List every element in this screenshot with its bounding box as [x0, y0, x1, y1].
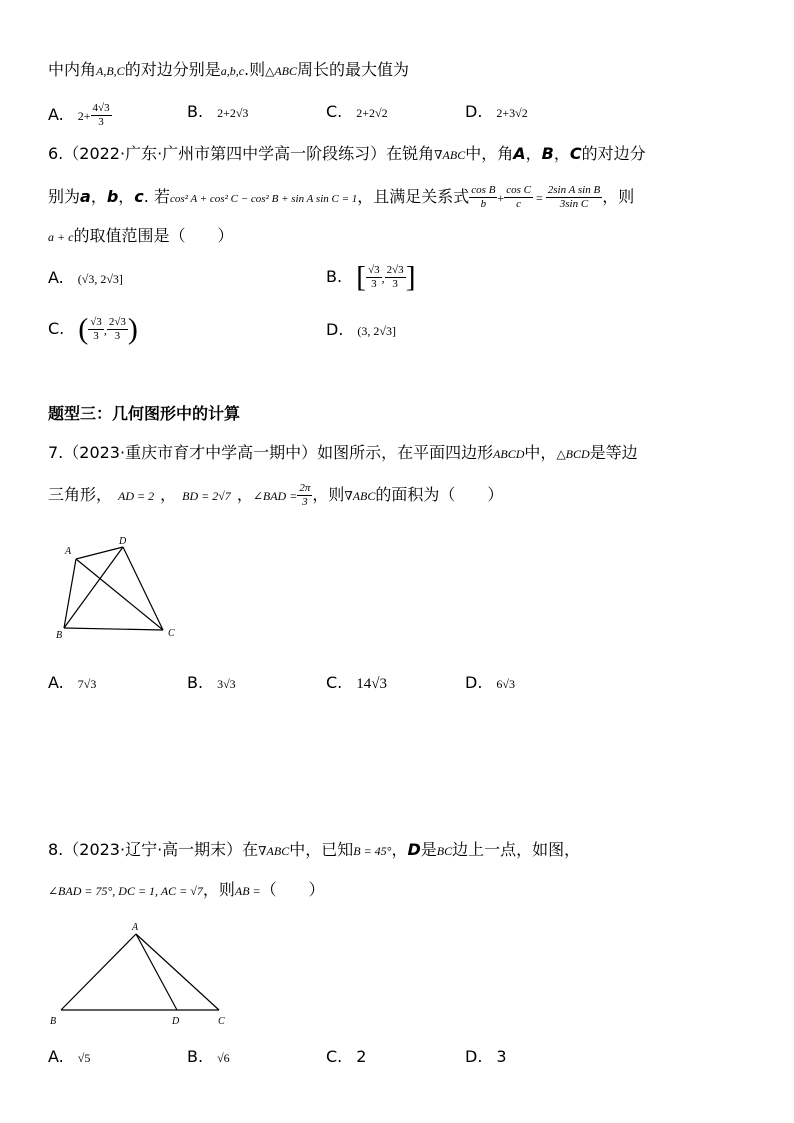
- p6-option-d: [326, 320, 396, 341]
- vertex-c-label: C: [218, 1016, 225, 1027]
- option-value: 6√3: [496, 677, 515, 691]
- p5-text-d: 周长的最大值为: [297, 60, 410, 79]
- section-title: 题型三：几何图形中的计算: [48, 404, 241, 423]
- p5-sides: a,b,c: [220, 64, 245, 78]
- p6-triangle: ∇ABC: [434, 148, 466, 162]
- p8-figure: [44, 920, 244, 1030]
- p7-line2: [48, 480, 503, 511]
- p5-option-c: [326, 102, 388, 123]
- p7-text: 是等边: [589, 443, 638, 462]
- p8-line2: [48, 880, 325, 901]
- frac-num: 2√3: [108, 316, 126, 328]
- frac-num: cos C: [506, 184, 531, 196]
- p7-option-c: [326, 673, 387, 694]
- p6-text: ，则: [602, 187, 635, 206]
- p5-option-b: [187, 102, 248, 123]
- p6-var-a: A: [513, 144, 526, 163]
- p7-option-b: [187, 673, 236, 694]
- right-paren: ): [127, 312, 138, 346]
- option-value: 3: [496, 1047, 507, 1066]
- frac-num: 2π: [299, 482, 311, 494]
- p6-source: （2022·广东·广州市第四中学高一阶段练习）在锐角: [63, 144, 435, 163]
- p8-angle-b: B = 45°: [353, 844, 392, 858]
- edge-cb: [64, 628, 163, 630]
- p6-text: 的取值范围是（ ）: [73, 226, 234, 245]
- frac-num: √3: [368, 264, 380, 276]
- frac-den: 3: [392, 278, 398, 290]
- p7-triangle: △BCD: [556, 447, 590, 461]
- p7-text: 的面积为（ ）: [375, 485, 504, 504]
- option-label: A.: [48, 105, 64, 124]
- p8-option-a: [48, 1047, 90, 1068]
- p6-var-b: B: [541, 144, 554, 163]
- edge-ac: [136, 934, 219, 1010]
- p8-number: 8.: [48, 840, 64, 859]
- left-paren: (: [78, 312, 89, 346]
- option-value: 14√3: [356, 676, 387, 692]
- p7-figure: [48, 532, 188, 642]
- option-label: B.: [187, 1047, 204, 1066]
- p6-option-b: [326, 260, 416, 295]
- option-value: 7√3: [77, 677, 97, 691]
- p7-ad: AD = 2: [118, 489, 155, 503]
- option-label: C.: [326, 1047, 343, 1066]
- p7-text: ，则: [312, 485, 345, 504]
- p5-text-c: .则: [244, 60, 266, 79]
- option-label: D.: [465, 102, 483, 121]
- frac-den: b: [480, 198, 487, 210]
- comma: ,: [381, 271, 385, 285]
- option-value: √6: [217, 1051, 230, 1065]
- option-value: 3√3: [217, 677, 236, 691]
- p8-text: ，: [391, 840, 408, 859]
- edge-dc: [123, 547, 163, 630]
- p5-option-a: [48, 102, 112, 129]
- p6-var-a-lower: a: [80, 187, 91, 206]
- frac-num: √3: [90, 316, 102, 328]
- option-label: B.: [187, 673, 204, 692]
- edge-ba: [64, 559, 76, 628]
- frac-den: 3: [93, 330, 99, 342]
- p8-text: （ ）: [260, 880, 325, 899]
- p7-text: （2023·重庆市育才中学高一期中）如图所示，在平面四边形: [63, 443, 494, 462]
- p6-line1: [48, 144, 646, 165]
- option-value: 2: [356, 1047, 367, 1066]
- vertex-a-label: A: [65, 546, 72, 557]
- p7-text: ，: [160, 485, 177, 504]
- option-label: D.: [465, 673, 483, 692]
- left-bracket: [: [356, 260, 367, 294]
- p7-number: 7.: [48, 443, 64, 462]
- p5-option-d: [465, 102, 528, 123]
- p6-text: 别为: [48, 187, 81, 206]
- option-value: (3, 2√3]: [357, 324, 396, 338]
- frac-den: 3: [371, 278, 377, 290]
- p7-text: 中，: [524, 443, 557, 462]
- frac-den: c: [516, 198, 522, 210]
- frac-den: 3: [114, 330, 121, 342]
- p8-line1: [48, 840, 580, 861]
- p6-comma: ，: [553, 144, 570, 163]
- p8-text: ，则: [202, 880, 235, 899]
- frac-den: 3: [98, 116, 104, 128]
- vertex-b-label: B: [56, 630, 63, 641]
- vertex-c-label: C: [168, 628, 175, 639]
- option-value: 2+2√3: [217, 106, 249, 120]
- p5-text-a: 中内角: [48, 60, 97, 79]
- p6-var-c-lower: c: [134, 187, 144, 206]
- p8-conditions: ∠BAD = 75°, DC = 1, AC = √7: [48, 884, 203, 898]
- p6-comma: ，: [118, 187, 135, 206]
- p8-option-b: [187, 1047, 230, 1068]
- p6-expression: a + c: [48, 230, 74, 244]
- option-label: C.: [326, 102, 343, 121]
- vertex-d-label: D: [172, 1016, 180, 1027]
- p7-text: 三角形，: [48, 485, 113, 504]
- p8-var-d: D: [407, 840, 421, 859]
- p6-option-c: [48, 312, 138, 347]
- p8-side-bc: BC: [436, 844, 453, 858]
- p7-option-a: [48, 673, 96, 694]
- p6-comma: ，: [90, 187, 107, 206]
- p6-line2: [48, 182, 634, 214]
- p7-line1: [48, 443, 638, 464]
- p6-text: ，且满足关系式: [357, 187, 470, 206]
- p8-ab: AB =: [234, 884, 261, 898]
- p6-option-a: [48, 268, 123, 289]
- diagonal-bd: [64, 547, 123, 628]
- p8-text: 是: [420, 840, 437, 859]
- p5-stem: [48, 60, 409, 81]
- segment-ad: [136, 934, 177, 1010]
- p6-comma: ，: [525, 144, 542, 163]
- frac-num: 4√3: [92, 102, 110, 114]
- p7-quadrilateral: ABCD: [493, 447, 525, 461]
- vertex-b-label: B: [50, 1016, 57, 1027]
- p6-text: . 若: [143, 187, 170, 206]
- option-value: (√3, 2√3]: [77, 272, 123, 286]
- p8-text: （2023·辽宁·高一期末）在: [63, 840, 259, 859]
- comma: ,: [103, 323, 107, 337]
- p6-text: 中，角: [465, 144, 514, 163]
- option-label: C.: [326, 673, 343, 692]
- p6-number: 6.: [48, 144, 64, 163]
- equals-sign: =: [535, 191, 543, 205]
- p8-option-d: [465, 1047, 507, 1067]
- frac-num: 2√3: [386, 264, 404, 276]
- frac-den: 3: [302, 496, 308, 508]
- p7-angle: ∠BAD =: [252, 489, 298, 503]
- p8-triangle: ∇ABC: [258, 844, 290, 858]
- p7-text: ，: [236, 485, 253, 504]
- option-label: A.: [48, 1047, 64, 1066]
- option-label: B.: [326, 267, 343, 286]
- option-label: D.: [326, 320, 344, 339]
- p5-text-b: 的对边分别是: [124, 60, 221, 79]
- p8-option-c: [326, 1047, 366, 1067]
- option-value: 2+3√2: [496, 106, 528, 120]
- vertex-d-label: D: [119, 536, 127, 547]
- p6-equation: cos² A + cos² C − cos² B + sin A sin C = 1: [169, 193, 358, 205]
- option-label: B.: [187, 102, 204, 121]
- option-label: C.: [48, 319, 65, 338]
- plus-sign: +: [497, 191, 505, 205]
- p8-text: 中，已知: [289, 840, 354, 859]
- option-value: 2+2√2: [356, 106, 388, 120]
- frac-den: 3sin C: [559, 198, 589, 210]
- p6-var-c: C: [569, 144, 582, 163]
- p5-angles: A,B,C: [96, 64, 125, 78]
- p7-bd: BD = 2√7: [182, 489, 231, 503]
- option-label: A.: [48, 268, 64, 287]
- p6-line3: [48, 226, 233, 247]
- frac-num: cos B: [471, 184, 496, 196]
- p8-text: 边上一点，如图，: [452, 840, 581, 859]
- vertex-a-label: A: [132, 922, 139, 933]
- p7-option-d: [465, 673, 515, 694]
- option-label: D.: [465, 1047, 483, 1066]
- frac-num: 2sin A sin B: [547, 184, 601, 196]
- option-value: √5: [77, 1051, 91, 1065]
- p5-triangle: △ABC: [265, 64, 298, 78]
- option-prefix: 2+: [77, 109, 91, 123]
- p6-var-b-lower: b: [106, 187, 119, 206]
- right-bracket: ]: [405, 260, 416, 294]
- p7-triangle-2: ∇ABC: [344, 489, 376, 503]
- option-label: A.: [48, 673, 64, 692]
- p6-text: 的对边分: [581, 144, 646, 163]
- edge-ba: [61, 934, 136, 1010]
